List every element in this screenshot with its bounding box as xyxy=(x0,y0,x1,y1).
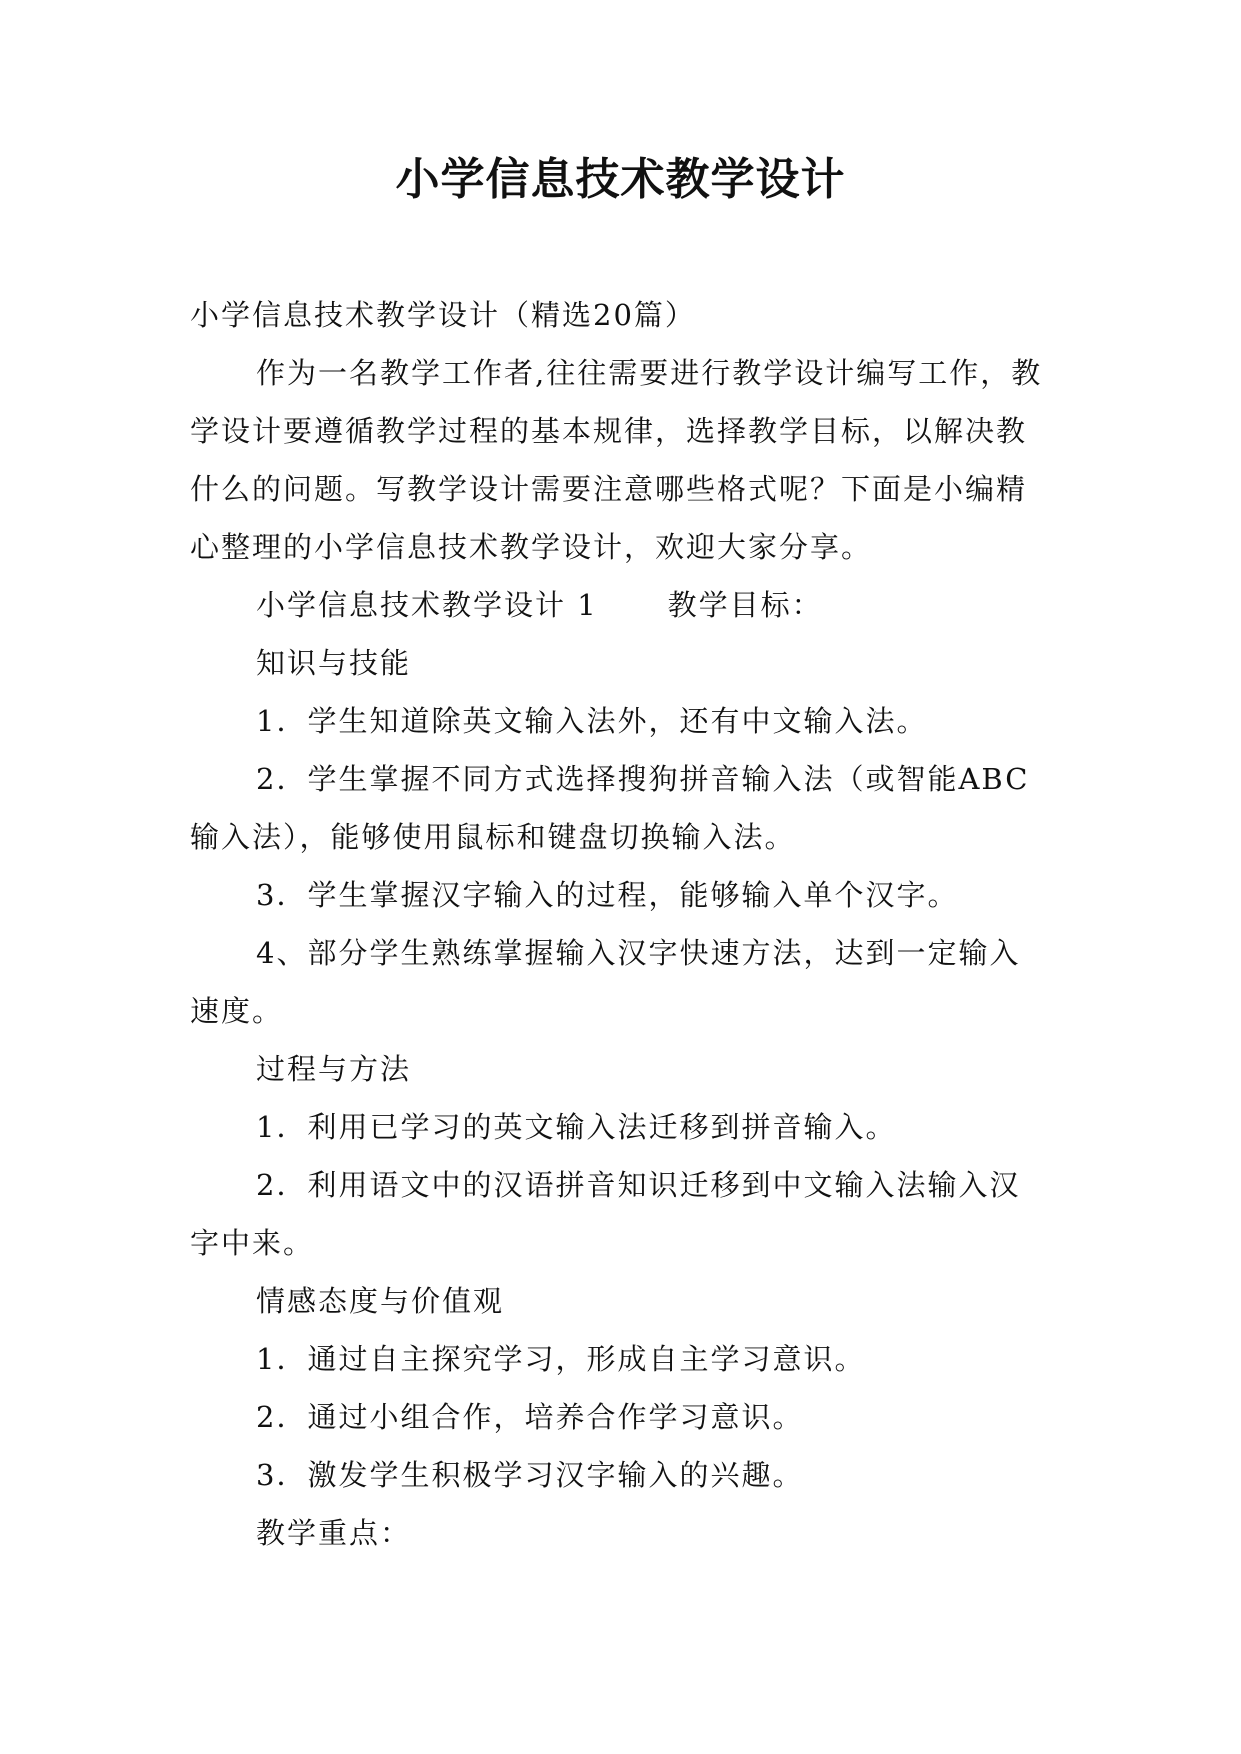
list-item: 3．学生掌握汉字输入的过程，能够输入单个汉字。 xyxy=(256,878,959,912)
list-item: 2．学生掌握不同方式选择搜狗拼音输入法（或智能ABC输入法），能够使用鼠标和键盘切换输入法。 xyxy=(190,762,1030,854)
list-item: 1．利用已学习的英文输入法迁移到拼音输入。 xyxy=(256,1110,897,1144)
list-item: 4、部分学生熟练掌握输入汉字快速方法，达到一定输入速度。 xyxy=(190,936,1021,1028)
list-item: 2．通过小组合作，培养合作学习意识。 xyxy=(256,1400,804,1434)
subheading-teaching-focus: 教学重点： xyxy=(256,1516,412,1550)
subheading-attitude-values: 情感态度与价值观 xyxy=(256,1284,505,1318)
subheading-knowledge-skills: 知识与技能 xyxy=(256,646,412,680)
subheading-process-methods: 过程与方法 xyxy=(256,1052,412,1086)
list-item: 1．学生知道除英文输入法外，还有中文输入法。 xyxy=(256,704,928,738)
section-heading-line xyxy=(190,576,1050,634)
document-subtitle: 小学信息技术教学设计（精选20篇） xyxy=(190,298,696,332)
section-title: 小学信息技术教学设计 1 xyxy=(256,588,598,622)
document-title: 小学信息技术教学设计 xyxy=(395,154,846,205)
document-body xyxy=(190,286,1050,1562)
list-item: 2．利用语文中的汉语拼音知识迁移到中文输入法输入汉字中来。 xyxy=(190,1168,1021,1260)
list-item: 3．激发学生积极学习汉字输入的兴趣。 xyxy=(256,1458,804,1492)
list-item: 1．通过自主探究学习，形成自主学习意识。 xyxy=(256,1342,866,1376)
intro-paragraph: 作为一名教学工作者,往往需要进行教学设计编写工作，教学设计要遵循教学过程的基本规律，选择教学目标，以解决教什么的问题。写教学设计需要注意哪些格式呢？下面是小编精心整理的小学信息技术教学设计，欢迎大家分享。 xyxy=(190,356,1043,564)
section-label: 教学目标： xyxy=(667,588,823,622)
